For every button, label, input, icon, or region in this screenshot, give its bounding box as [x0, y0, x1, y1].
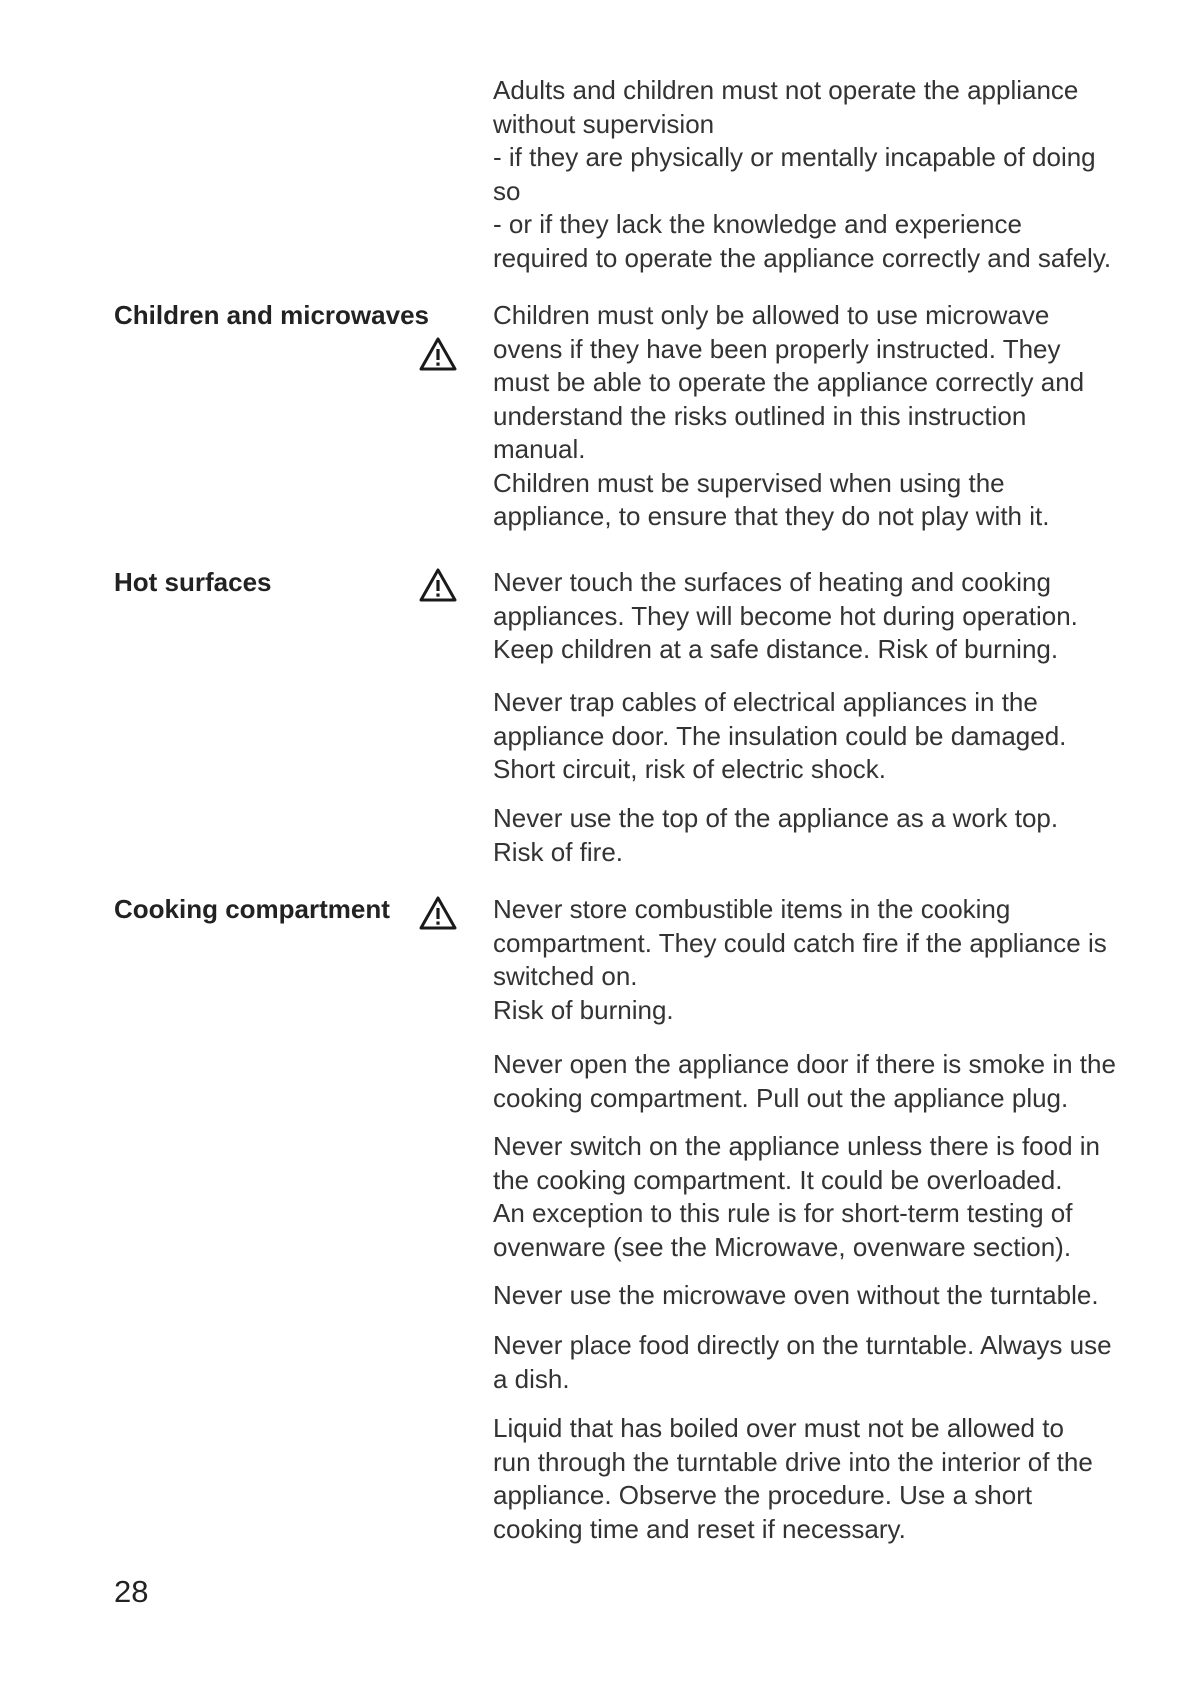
cooking-compartment-paragraph: Never open the appliance door if there is smoke in the cooking compartment. Pull out the appliance plug.: [493, 1049, 1116, 1113]
cooking-compartment-paragraph: Liquid that has boiled over must not be allowed to run through the turntable drive into the interior of the appliance. Observe the procedure. Use a short cooking time and reset if necessary.: [493, 1413, 1093, 1544]
section-heading-children-and-microwaves: Children and microwaves: [114, 300, 429, 330]
warning-triangle-icon: [418, 336, 458, 372]
page-number: 28: [114, 1574, 149, 1609]
cooking-compartment-paragraph: Never switch on the appliance unless there is food in the cooking compartment. It could be overloaded. An exception to this rule is for short-term testing of ovenware (see the Microwave, ovenware section).: [493, 1131, 1101, 1262]
warning-triangle-icon: [418, 895, 458, 931]
cooking-compartment-paragraph: Never store combustible items in the cooking compartment. They could catch fire if the appliance is switched on. Risk of burning.: [493, 894, 1107, 1025]
section-heading-cooking-compartment: Cooking compartment: [114, 894, 390, 924]
intro-paragraph: Adults and children must not operate the appliance without supervision - if they are physically or mentally incapable of doing so - or if they lack the knowledge and experience required to operate the appliance correctly and safely.: [493, 75, 1112, 273]
warning-triangle-icon: [418, 567, 458, 603]
section-heading-hot-surfaces: Hot surfaces: [114, 567, 272, 597]
children-paragraph: Children must only be allowed to use microwave ovens if they have been properly instructed. They must be able to operate the appliance correctly and understand the risks outlined in this instruction manual. Children must be supervised when using the appliance, to ensure that they do not play with it.: [493, 300, 1085, 531]
hot-surfaces-paragraph: Never trap cables of electrical appliances in the appliance door. The insulation could be damaged. Short circuit, risk of electric shock.: [493, 687, 1067, 784]
cooking-compartment-paragraph: Never place food directly on the turntable. Always use a dish.: [493, 1330, 1112, 1394]
cooking-compartment-paragraph: Never use the microwave oven without the turntable.: [493, 1280, 1099, 1310]
hot-surfaces-paragraph: Never touch the surfaces of heating and cooking appliances. They will become hot during operation. Keep children at a safe distance. Risk of burning.: [493, 567, 1078, 664]
hot-surfaces-paragraph: Never use the top of the appliance as a work top. Risk of fire.: [493, 803, 1059, 867]
